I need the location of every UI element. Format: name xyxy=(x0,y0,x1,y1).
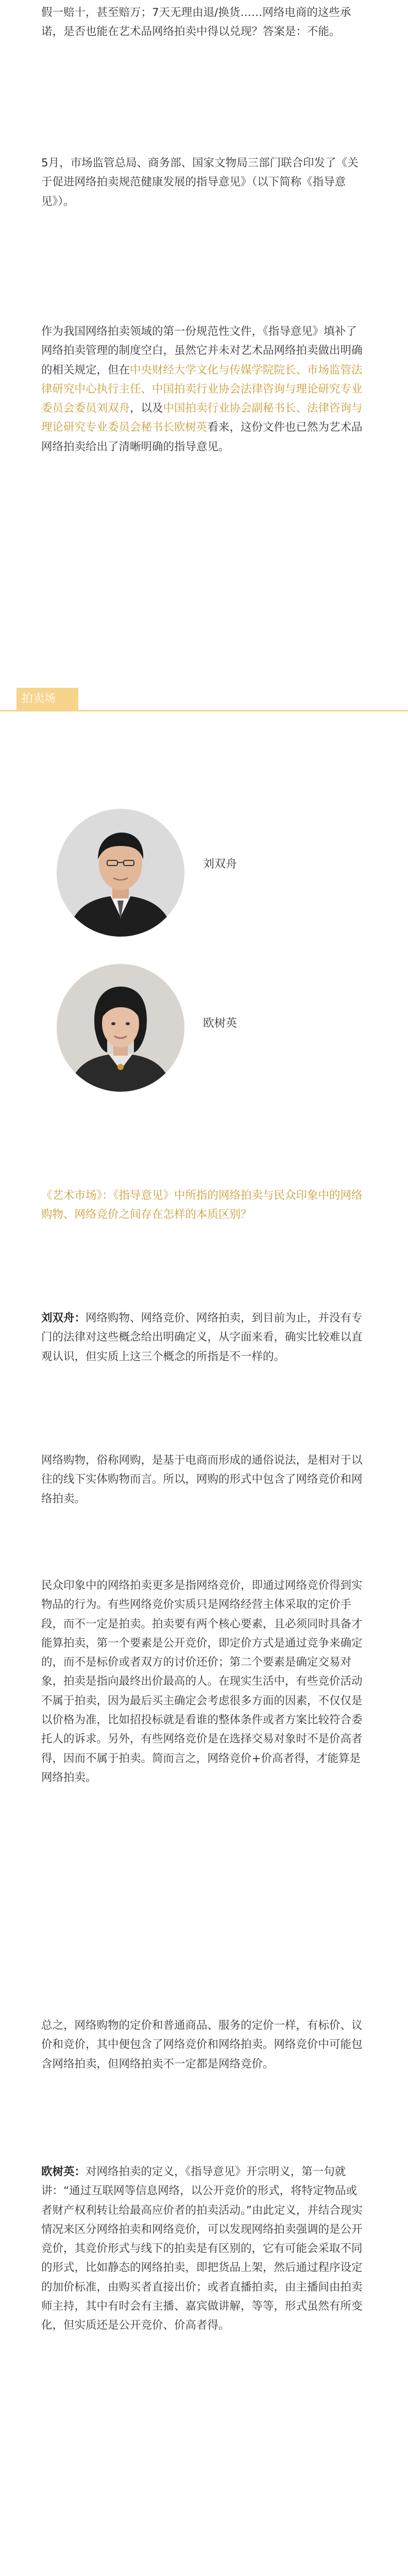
intro-text: 假一赔十，甚至赔万；7天无理由退/换货……网络电商的这些承诺，是否也能在艺术品网络拍卖中得以兑现？答案是：不能。 xyxy=(41,6,351,39)
section-tag xyxy=(16,688,78,710)
experts-text-2: ，以及 xyxy=(130,402,163,415)
speaker-ou: 欧树英： xyxy=(41,2165,86,2178)
ou-portrait xyxy=(57,964,184,1092)
expert-liu-title: 中央财经大学文化与传媒学院院长、市场监管法律研究中心执行主任、中国拍卖行业协会法律咨询与理论研究专业委员会委员刘双舟 xyxy=(41,363,363,415)
section-tag-divider xyxy=(0,710,408,711)
policy-text: 5月，市场监管总局、商务部、国家文物局三部门联合印发了《关于促进网络拍卖规范健康发展的指导意见》（以下简称《指导意见》）。 xyxy=(41,157,359,208)
female-portrait-icon xyxy=(57,964,184,1092)
liu-answer-1-text: 网络购物、网络竞价、网络拍卖，到目前为止，并没有专门的法律对这些概念给出明确定义，从字面来看，确实比较难以直观认识，但实质上这三个概念的所指是不一样的。 xyxy=(41,1312,363,1363)
speaker-liu: 刘双舟： xyxy=(41,1312,86,1325)
question-text: 《艺术市场》：《指导意见》中所指的网络拍卖与民众印象中的网络购物、网络竞价之间存在怎样的本质区别？ xyxy=(41,1189,363,1222)
liu-answer-3-text: 民众印象中的网络拍卖更多是指网络竞价，即通过网络竞价得到实物品的行为。有些网络竞价实质只是网络经营主体采取的定价手段，而不一定是拍卖。拍卖要有两个核心要素，且必须同时具备才能算拍卖，第一个要素是公开竞价，即定价方式是通过竞争来确定的，而不是标价或者双方的讨价还价；第二个要素是确定交易对象，拍卖是指向最终出价最高的人。在现实生活中，有些竞价活动不属于拍卖，因为最后买主确定会考虑很多方面的因素，不仅仅是以价格为准，比如招投标就是看谁的整体条件或者方案比较符合委托人的诉求。另外，有些网络竞价是在选择交易对象时不是价高者得，因而不属于拍卖。简而言之，网络竞价+价高者得，才能算是网络拍卖。 xyxy=(41,1579,363,1784)
experts-paragraph xyxy=(41,322,367,456)
experts-text-1: 作为我国网络拍卖领域的第一份规范性文件，《指导意见》填补了网络拍卖管理的制度空白，虽然它并未对艺术品网络拍卖做出明确的相关规定，但在 xyxy=(41,325,363,377)
liu-answer-2 xyxy=(41,1451,367,1509)
liu-answer-3 xyxy=(41,1576,367,1787)
ou-answer-1 xyxy=(41,2162,367,2335)
liu-answer-2-text: 网络购物，俗称网购，是基于电商而形成的通俗说法，是相对于以往的线下实体购物而言。所以，网购的形式中包含了网络竞价和网络拍卖。 xyxy=(41,1454,363,1505)
ou-answer-1-text: 对网络拍卖的定义，《指导意见》开宗明义，第一句就讲：“通过互联网等信息网络，以公开竞价的形式，将特定物品或者财产权利转让给最高应价者的拍卖活动。”由此定义，并结合现实情况来区分网络拍卖和网络竞价，可以发现网络拍卖强调的是公开竞价，其竞价形式与线下的拍卖是有区别的，它有可能会采取不同的形式，比如静态的网络拍卖，即把货品上架，然后通过程序设定的加价标准，由购买者直接出价；或者直播拍卖，由主播间由拍卖师主持，其中有时会有主播、嘉宾做讲解，等等，形式虽然有所变化，但实质还是公开竞价、价高者得。 xyxy=(41,2165,363,2332)
experts-text-3: 看来，这份文件也已然为艺术品网络拍卖给出了清晰明确的指导意见。 xyxy=(41,421,363,453)
expert-ou-title: 中国拍卖行业协会副秘书长、法律咨询与理论研究专业委员会秘书长欧树英 xyxy=(41,402,363,434)
ou-name: 欧树英 xyxy=(203,1017,237,1030)
liu-name: 刘双舟 xyxy=(203,858,237,871)
male-portrait-icon xyxy=(57,809,184,937)
intro-paragraph xyxy=(41,3,367,42)
liu-portrait xyxy=(57,809,184,937)
policy-paragraph xyxy=(41,154,367,211)
section-tag-label: 拍卖场 xyxy=(22,692,56,705)
interview-question xyxy=(41,1186,367,1225)
liu-answer-4-text: 总之，网络购物的定价和普通商品、服务的定价一样，有标价、议价和竞价，其中便包含了网络竞价和网络拍卖。网络竞价中可能包含网络拍卖，但网络拍卖不一定都是网络竞价。 xyxy=(41,2019,363,2071)
liu-answer-4 xyxy=(41,2016,367,2074)
liu-answer-1 xyxy=(41,1309,367,1366)
